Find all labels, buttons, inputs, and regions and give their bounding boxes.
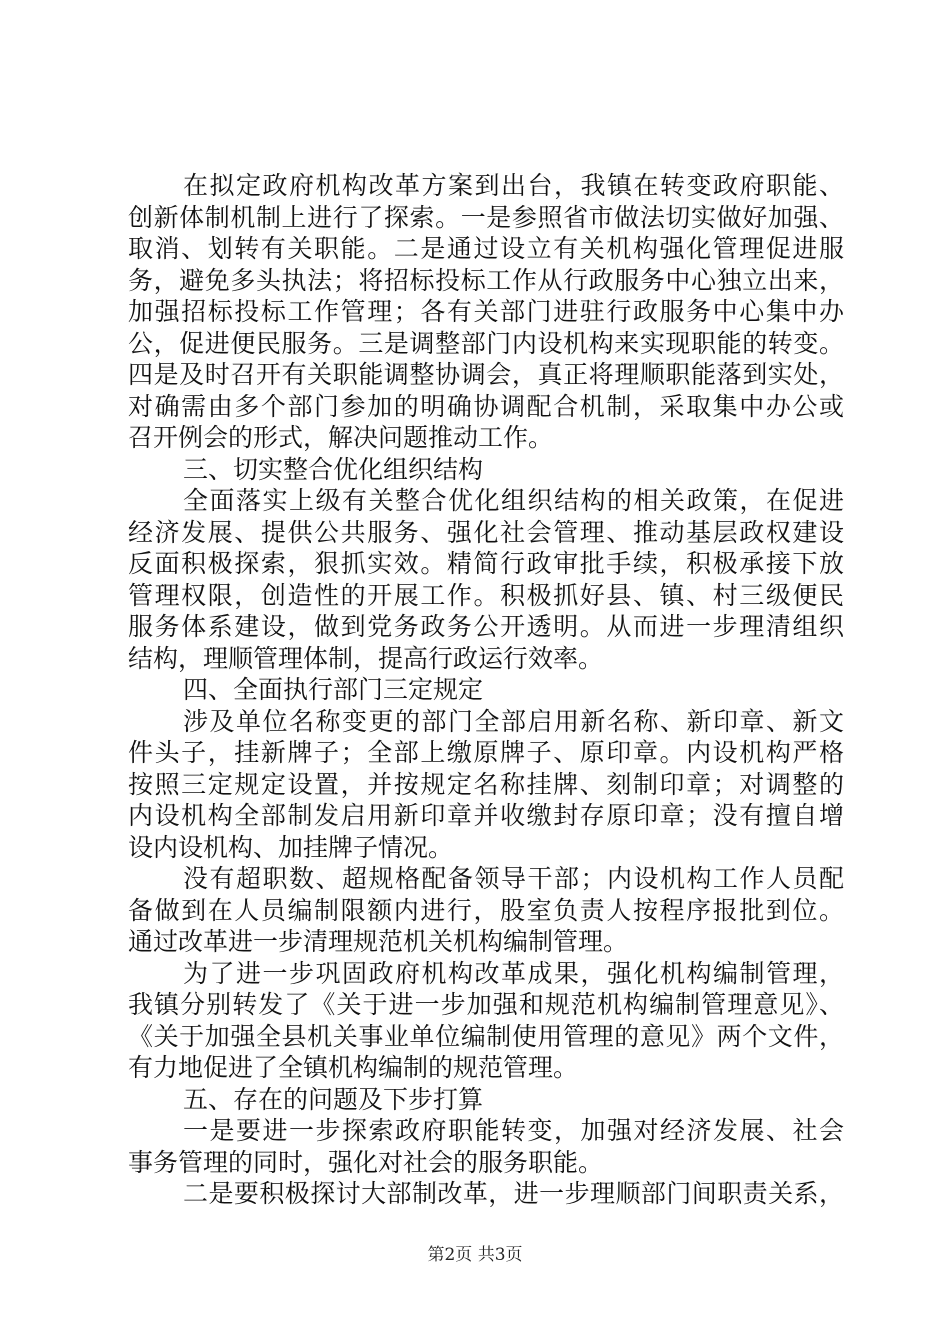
paragraph-line: 对确需由多个部门参加的明确协调配合机制，采取集中办公或 bbox=[128, 391, 844, 421]
paragraph-line: 加强招标投标工作管理；各有关部门进驻行政服务中心集中办 bbox=[128, 297, 844, 326]
paragraph-line: 服务体系建设，做到党务政务公开透明。从而进一步理清组织 bbox=[128, 612, 844, 641]
paragraph-line: 通过改革进一步清理规范机关机构编制管理。 bbox=[128, 927, 629, 956]
paragraph-line: 取消、划转有关职能。二是通过设立有关机构强化管理促进服 bbox=[128, 234, 844, 263]
paragraph-line: 全面落实上级有关整合优化组织结构的相关政策，在促进 bbox=[183, 486, 844, 515]
paragraph-line: 件头子，挂新牌子；全部上缴原牌子、原印章。内设机构严格 bbox=[128, 738, 844, 767]
paragraph-line: 为了进一步巩固政府机构改革成果，强化机构编制管理， bbox=[183, 958, 844, 988]
page-number-label: 第2页 共3页 bbox=[427, 1245, 523, 1265]
paragraph-line: 事务管理的同时，强化对社会的服务职能。 bbox=[128, 1147, 604, 1177]
section-heading: 四、全面执行部门三定规定 bbox=[183, 675, 484, 704]
paragraph-line: 按照三定规定设置，并按规定名称挂牌、刻制印章；对调整的 bbox=[128, 769, 844, 799]
paragraph-line: 反面积极探索，狠抓实效。精简行政审批手续，积极承接下放 bbox=[128, 549, 844, 578]
paragraph-line: 在拟定政府机构改革方案到出台，我镇在转变政府职能、 bbox=[183, 171, 844, 200]
paragraph-line: 二是要积极探讨大部制改革，进一步理顺部门间职责关系， bbox=[183, 1179, 844, 1208]
paragraph-line: 我镇分别转发了《关于进一步加强和规范机构编制管理意见》、 bbox=[128, 990, 844, 1019]
page-footer bbox=[0, 1245, 950, 1265]
paragraph-line: 四是及时召开有关职能调整协调会，真正将理顺职能落到实处， bbox=[128, 360, 844, 389]
paragraph-line: 结构，理顺管理体制，提高行政运行效率。 bbox=[128, 643, 604, 673]
paragraph-line: 召开例会的形式，解决问题推动工作。 bbox=[128, 423, 554, 452]
paragraph-line: 涉及单位名称变更的部门全部启用新名称、新印章、新文 bbox=[183, 706, 844, 736]
section-heading: 三、切实整合优化组织结构 bbox=[183, 454, 484, 484]
paragraph-line: 创新体制机制上进行了探索。一是参照省市做法切实做好加强、 bbox=[128, 202, 844, 232]
section-heading: 五、存在的问题及下步打算 bbox=[183, 1084, 484, 1114]
paragraph-line: 设内设机构、加挂牌子情况。 bbox=[128, 832, 454, 862]
paragraph-line: 《关于加强全县机关事业单位编制使用管理的意见》两个文件， bbox=[128, 1021, 844, 1051]
body-text bbox=[128, 170, 844, 1210]
paragraph-line: 管理权限，创造性的开展工作。积极抓好县、镇、村三级便民 bbox=[128, 580, 844, 610]
paragraph-line: 备做到在人员编制限额内进行，股室负责人按程序报批到位。 bbox=[128, 895, 844, 925]
paragraph-line: 务，避免多头执法；将招标投标工作从行政服务中心独立出来， bbox=[128, 265, 844, 295]
paragraph-line: 一是要进一步探索政府职能转变，加强对经济发展、社会 bbox=[183, 1116, 844, 1145]
paragraph-line: 公，促进便民服务。三是调整部门内设机构来实现职能的转变。 bbox=[128, 328, 844, 358]
paragraph-line: 有力地促进了全镇机构编制的规范管理。 bbox=[128, 1053, 579, 1082]
paragraph-line: 没有超职数、超规格配备领导干部；内设机构工作人员配 bbox=[183, 864, 844, 893]
paragraph-line: 经济发展、提供公共服务、强化社会管理、推动基层政权建设 bbox=[128, 517, 844, 547]
paragraph-line: 内设机构全部制发启用新印章并收缴封存原印章；没有擅自增 bbox=[128, 801, 844, 830]
